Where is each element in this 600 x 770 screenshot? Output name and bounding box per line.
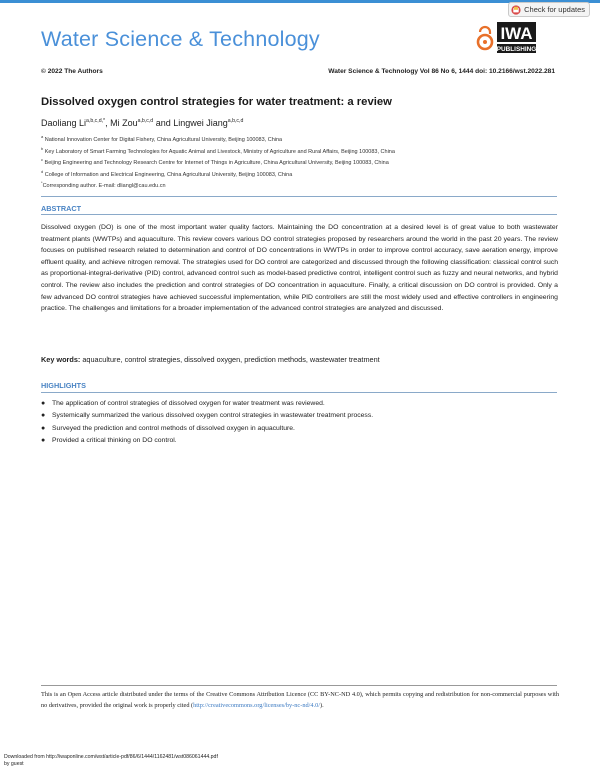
author-3-affil: a,b,c,d — [227, 118, 244, 124]
corresponding-author: *Corresponding author. E-mail: dliangl@cau.edu.cn — [41, 180, 166, 189]
download-note — [4, 754, 218, 767]
license-footnote: This is an Open Access article distributed under the terms of the Creative Commons Attribution Licence (CC BY-NC-ND 4.0), which permits copying and redistribution for non-commercial purposes with no derivatives, provided the original work is properly cited (http://creativecommons.org/licenses/by-nc-nd/4.0/). — [41, 691, 559, 709]
divider — [41, 214, 557, 215]
author-1: Daoliang Li — [41, 118, 87, 128]
svg-text:IWA: IWA — [500, 24, 533, 43]
check-for-updates-button[interactable] — [508, 2, 590, 17]
list-item: ● Surveyed the prediction and control methods of dissolved oxygen in aquaculture. — [41, 423, 541, 435]
download-url[interactable]: Downloaded from http://iwaponline.com/wst/article-pdf/86/6/1444/1162481/wst086061444.pdf — [4, 754, 218, 760]
crossmark-icon — [511, 5, 521, 15]
open-access-icon — [478, 27, 492, 49]
download-by: by guest — [4, 760, 24, 767]
keywords-label: Key words: — [41, 355, 81, 364]
affiliation-line: $^d$ College of Information and Electrical Engineering, China Agricultural University, Beijing 100083, China — [41, 168, 293, 178]
affiliation-line: $^b$ Key Laboratory of Smart Farming Technologies for Aquatic Animal and Livestock, Ministry of Agriculture and Rural Affairs, Beijing 100083, China — [41, 145, 395, 155]
author-1-affil: a,b,c,d,* — [86, 118, 106, 124]
author-separator: , — [105, 118, 111, 128]
highlights-heading: HIGHLIGHTS — [41, 381, 86, 390]
affiliation-line: $^a$ National Innovation Center for Digital Fishery, China Agricultural University, Beijing 100083, China — [41, 134, 283, 143]
bullet-icon: ● — [41, 412, 46, 420]
copyright-notice: © 2022 The Authors — [41, 68, 103, 75]
divider — [41, 392, 557, 393]
list-item: ● Systemically summarized the various dissolved oxygen control strategies in wastewater treatment process. — [41, 410, 541, 422]
abstract-text: Dissolved oxygen (DO) is one of the most important water quality factors. Maintaining the DO concentration at a desired level is of great value to both wastewater treatment plants (WWTPs) and aquaculture. This review covers various DO control strategies proposed by researchers around the world in the past 20 years. The review focuses on published research related to determination and control of DO concentrations in WWTPs in order to improve control accuracy, save aeration energy, improve effluent quality, and achieve nitrogen removal. The strategies used for DO control are categorized and discussed through the following classification: classical control such as proportional-integral-derivative (PID) control, advanced control such as model-based predictive control, intelligent control such as fuzzy and neural networks, and hybrid control. The review also includes the prediction and control strategies of DO concentration in aquaculture. Finally, a critical discussion on DO control is provided. Only a few advanced DO control strategies have achieved successful implementation, while PID controllers are still the most widely used and effective controllers in engineering practice. The challenges and limitations for a broader implementation of the advanced control strategies are analyzed and discussed. — [41, 224, 558, 313]
keywords-text: aquaculture, control strategies, dissolved oxygen, prediction methods, wastewater treatment — [82, 355, 380, 364]
divider — [41, 196, 557, 197]
affiliations — [41, 133, 395, 191]
iwa-publishing-logo — [476, 20, 536, 54]
abstract-heading: ABSTRACT — [41, 204, 82, 213]
author-separator: and — [153, 118, 174, 128]
footnote-divider — [41, 685, 557, 686]
keywords — [41, 355, 380, 364]
bullet-icon: ● — [41, 436, 46, 444]
highlights-list — [41, 398, 541, 447]
affiliation-line: $^c$ Beijing Engineering and Technology Research Centre for Internet of Things in Agriculture, China Agricultural University, Beijing 100083, China — [41, 157, 389, 166]
list-item: ● Provided a critical thinking on DO control. — [41, 435, 541, 447]
bullet-icon: ● — [41, 424, 46, 432]
list-item: ● The application of control strategies of dissolved oxygen for water treatment was reviewed. — [41, 398, 541, 410]
check-for-updates-label: Check for updates — [524, 5, 585, 14]
author-2-affil: a,b,c,d — [137, 118, 154, 124]
author-3: Lingwei Jiang — [173, 118, 228, 128]
citation-doi[interactable]: Water Science & Technology Vol 86 No 6, 1444 doi: 10.2166/wst.2022.281 — [328, 68, 555, 75]
bullet-icon: ● — [41, 400, 46, 407]
license-link[interactable]: http://creativecommons.org/licenses/by-nc-nd/4.0/ — [193, 702, 320, 709]
svg-text:PUBLISHING: PUBLISHING — [496, 46, 536, 54]
paper-title: Dissolved oxygen control strategies for water treatment: a review — [41, 96, 392, 108]
author-list — [41, 118, 243, 128]
journal-title[interactable]: Water Science & Technology — [41, 27, 320, 51]
author-2: Mi Zou — [110, 118, 138, 128]
